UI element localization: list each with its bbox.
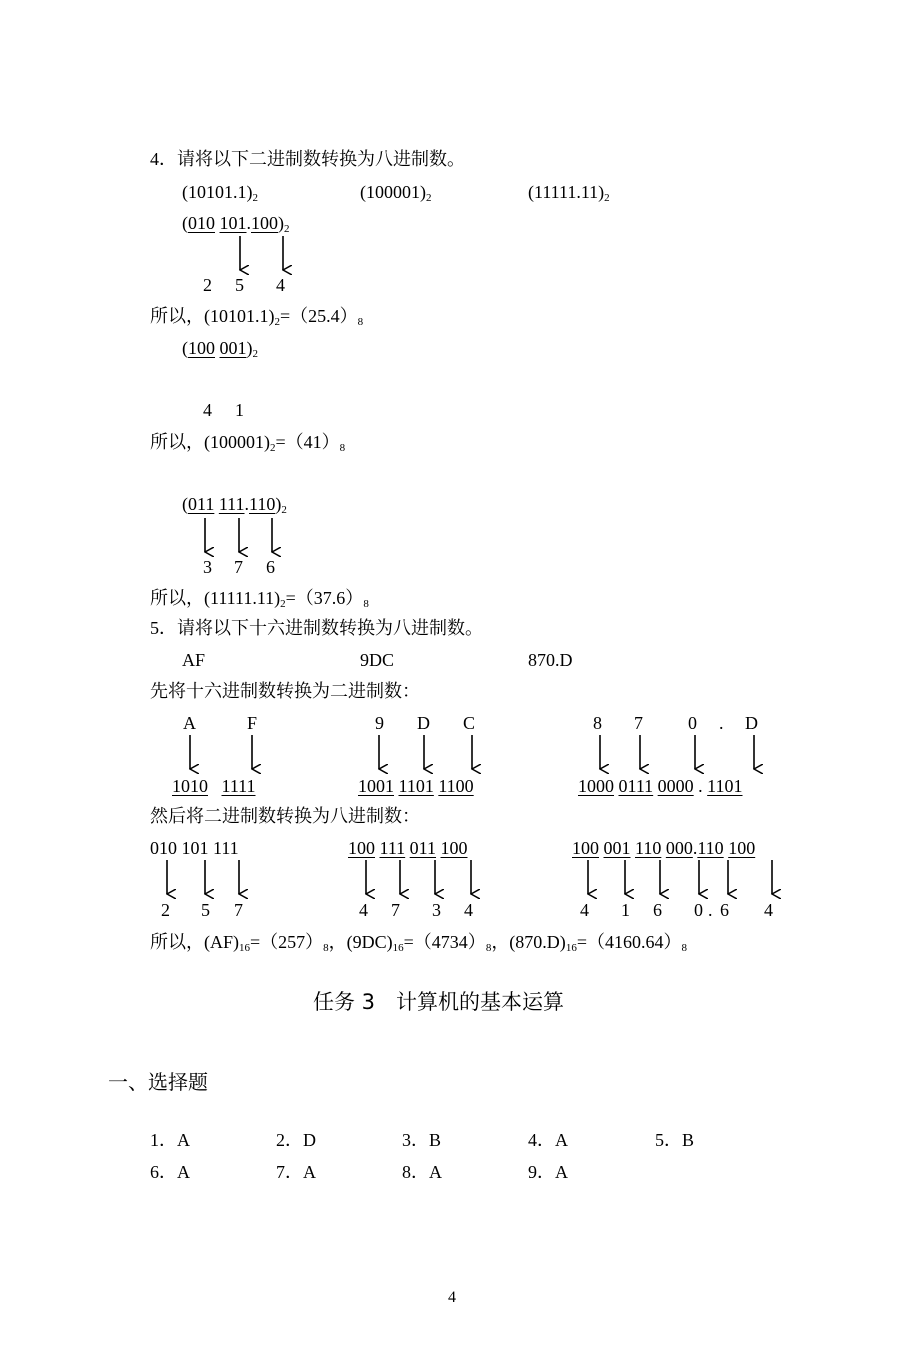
oct-digit: 6 <box>653 900 662 920</box>
answer-item: 1．A <box>150 1130 190 1150</box>
answer-item: 4．A <box>528 1130 568 1150</box>
oct-digit: 2 <box>161 900 170 920</box>
q5-step1: 先将十六进制数转换为二进制数： <box>150 681 420 701</box>
q5-title: 5．请将以下十六进制数转换为八进制数。 <box>150 618 483 638</box>
ex1-grouped-binary: (010 $101.100)_2$ <box>182 213 290 235</box>
ex2-result: 所以，$(100001)_2=(41)_8$ <box>150 432 346 454</box>
q5-given-2: 9DC <box>360 650 395 670</box>
oct-digit: 7 <box>234 900 243 920</box>
answer-item: 7．A <box>276 1162 316 1182</box>
oct-digit: 3 <box>432 900 441 920</box>
oct-digit: 4 <box>764 900 773 920</box>
hex-digit: D <box>417 713 430 733</box>
ex3-digit: 3 <box>203 557 212 577</box>
q5-result: 所以，$(AF)_{16}=(257)_8$，$(9DC)_{16}=(4734)_8$，$(870.D)_{16}=(4160.64)_8$ <box>150 932 687 954</box>
section-title: 任务 3 计算机的基本运算 <box>313 990 565 1014</box>
oct2-groups: 100 111 011 100 <box>348 838 468 858</box>
hex1-binary: 1010 1111 <box>172 776 256 796</box>
answer-item: 8．A <box>402 1162 442 1182</box>
ex3-digit: 6 <box>266 557 275 577</box>
oct-digit: 4 <box>464 900 473 920</box>
q4-given-3: $(11111.11)_2$ <box>528 182 610 204</box>
oct3-groups: 100 001 110 000.110 100 <box>572 838 756 858</box>
hex-digit: 9 <box>375 713 384 733</box>
hex-digit: 0 <box>688 713 697 733</box>
hex-digit: A <box>183 713 196 733</box>
answer-item: 2．D <box>276 1130 316 1150</box>
q5-step2: 然后将二进制数转换为八进制数： <box>150 806 420 826</box>
oct-digit: 4 <box>359 900 368 920</box>
ex2-digit: 4 <box>203 400 212 420</box>
hex-digit: F <box>247 713 258 733</box>
answer-item: 3．B <box>402 1130 442 1150</box>
q5-given-1: AF <box>182 650 206 670</box>
choice-heading: 一、选择题 <box>108 1070 208 1094</box>
ex1-result: 所以，$(10101.1)_2=(25.4)_8$ <box>150 306 364 328</box>
oct-digit: 7 <box>391 900 400 920</box>
page-number: 4 <box>448 1289 456 1306</box>
ex2-digit: 1 <box>235 400 244 420</box>
oct-digit: . <box>708 900 713 920</box>
oct-digit: 1 <box>621 900 630 920</box>
oct-digit: 4 <box>580 900 589 920</box>
answer-item: 6．A <box>150 1162 190 1182</box>
ex1-digit: 4 <box>276 275 285 295</box>
q4-given-2: $(100001)_2$ <box>360 182 432 204</box>
answer-item: 9．A <box>528 1162 568 1182</box>
hex-digit: 8 <box>593 713 602 733</box>
ex3-result: 所以，$(11111.11)_2=(37.6)_8$ <box>150 588 369 610</box>
q4-title: 4．请将以下二进制数转换为八进制数。 <box>150 149 465 169</box>
ex1-digit: 2 <box>203 275 212 295</box>
answer-item: 5．B <box>655 1130 695 1150</box>
hex-digit: C <box>463 713 476 733</box>
hex-digit: D <box>745 713 758 733</box>
hex-digit: . <box>719 713 724 733</box>
q4-given-1: $(10101.1)_2$ <box>182 182 258 204</box>
ex2-grouped-binary: (100 $001)_2$ <box>182 338 258 360</box>
q5-given-3: 870.D <box>528 650 573 670</box>
oct-digit: 6 <box>720 900 729 920</box>
hex3-binary: 1000 0111 0000 . 1101 <box>578 776 743 796</box>
hex2-binary: 1001 1101 1100 <box>358 776 474 796</box>
ex1-digit: 5 <box>235 275 244 295</box>
oct-digit: 0 <box>694 900 703 920</box>
oct-digit: 5 <box>201 900 210 920</box>
hex-digit: 7 <box>634 713 643 733</box>
ex3-grouped-binary: (011 $111.110)_2$ <box>182 494 287 516</box>
ex3-digit: 7 <box>234 557 243 577</box>
oct1-groups: 010 101 111 <box>150 838 239 858</box>
